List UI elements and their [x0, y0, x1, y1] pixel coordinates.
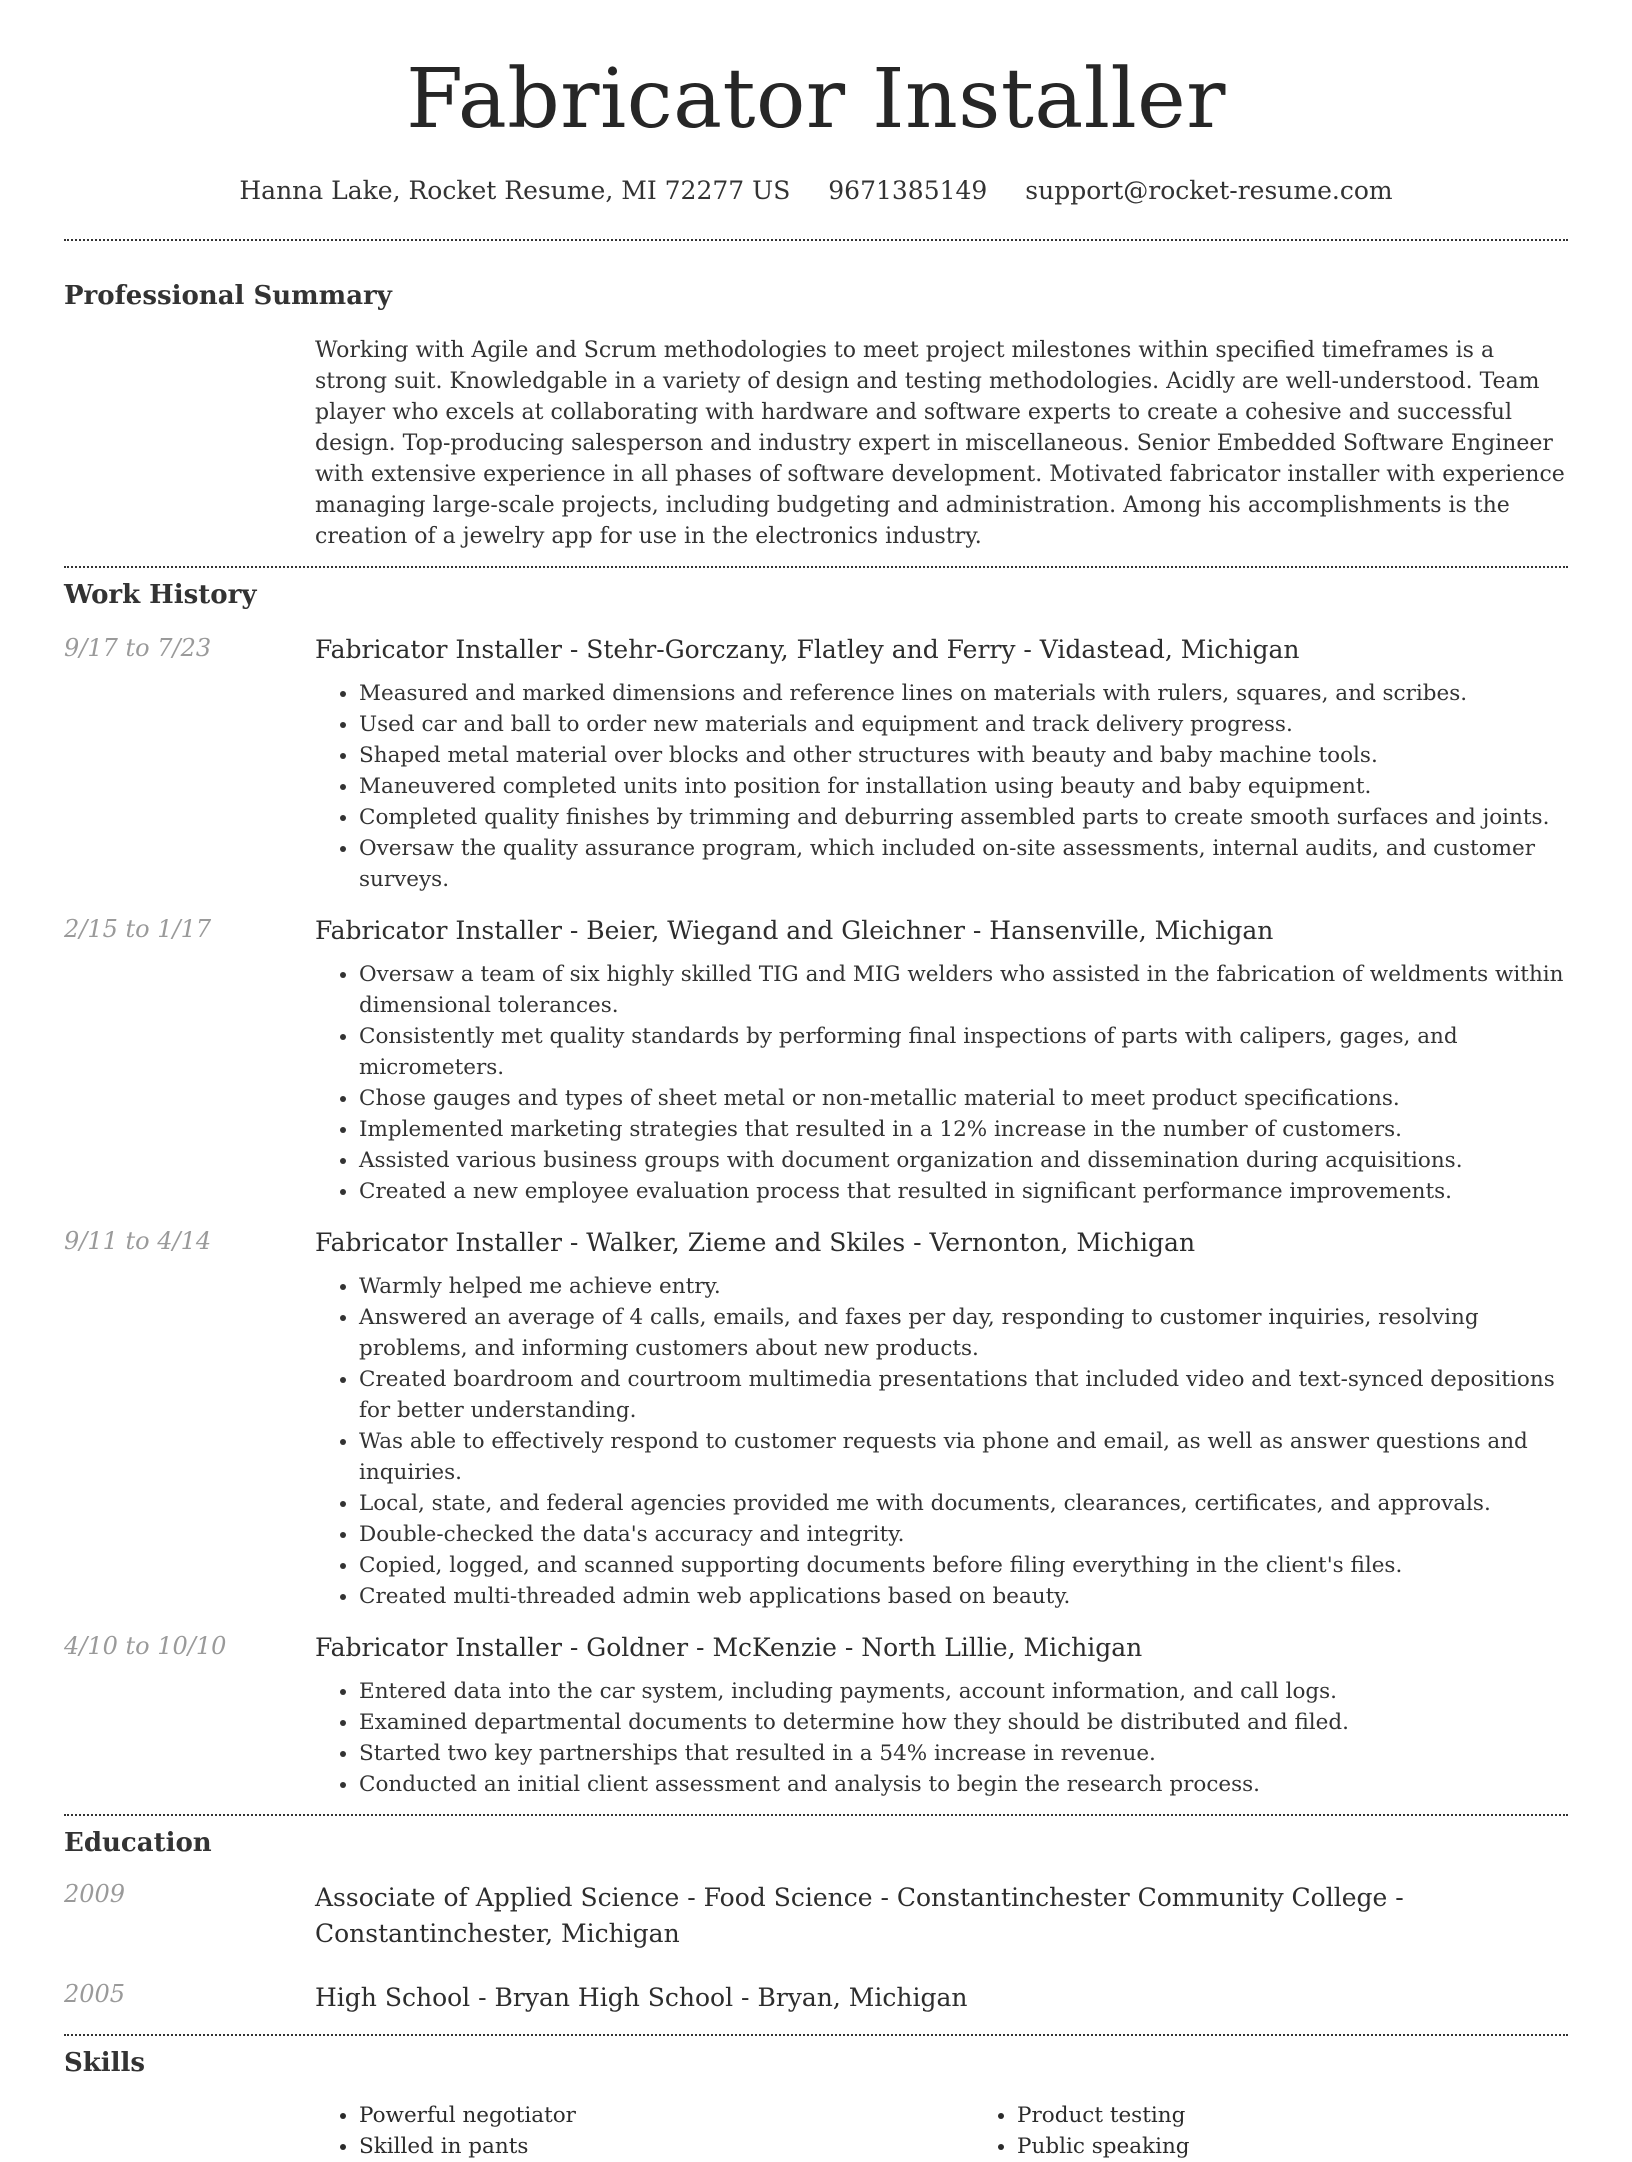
- education-school: - Bryan High School - Bryan, Michigan: [470, 1983, 968, 2012]
- list-item: • Powerful negotiator: [359, 2100, 973, 2131]
- list-item: • Started two key partnerships that resulted in a 54% increase in revenue.: [359, 1738, 1568, 1769]
- list-item: • Product testing: [1017, 2100, 1631, 2131]
- list-item: • Conducted an initial client assessment and analysis to begin the research process.: [359, 1769, 1568, 1800]
- list-item: • Maneuvered completed units into position for installation using beauty and baby equipment.: [359, 771, 1568, 802]
- job-bullets: [315, 1676, 1568, 1800]
- resume-title: Fabricator Installer: [406, 52, 1226, 147]
- section-heading: Education: [64, 1828, 212, 1858]
- education-section: [0, 1816, 1632, 2016]
- job-title: Fabricator Installer - Goldner - McKenzie - North Lillie, Michigan: [315, 1633, 1143, 1662]
- section-heading: Skills: [64, 2048, 146, 2078]
- list-item: • Was able to effectively respond to customer requests via phone and email, as well as answer questions and inquiries.: [359, 1426, 1568, 1488]
- job-entry: [64, 915, 1568, 1207]
- skills-list-right: [973, 2100, 1631, 2162]
- list-item: • Used car and ball to order new materials and equipment and track delivery progress.: [359, 709, 1568, 740]
- skills-section: [0, 2036, 1632, 2162]
- list-item: • Examined departmental documents to determine how they should be distributed and filed.: [359, 1707, 1568, 1738]
- education-entry: [64, 1980, 1568, 2016]
- list-item: • Oversaw a team of six highly skilled TIG and MIG welders who assisted in the fabrication of weldments within dimensional tolerances.: [359, 959, 1568, 1021]
- education-date: 2005: [64, 1980, 126, 2008]
- job-date: 9/17 to 7/23: [64, 634, 212, 662]
- job-date: 2/15 to 1/17: [64, 915, 212, 943]
- section-heading: Professional Summary: [64, 281, 392, 311]
- list-item: • Double-checked the data's accuracy and integrity.: [359, 1519, 1568, 1550]
- list-item: • Consistently met quality standards by performing final inspections of parts with calipers, gages, and micrometers.: [359, 1021, 1568, 1083]
- education-degree: Associate of Applied Science - Food Science: [315, 1883, 873, 1912]
- summary-section: [0, 241, 1632, 552]
- list-item: • Public speaking: [1017, 2131, 1631, 2162]
- job-title: Fabricator Installer - Walker, Zieme and Skiles - Vernonton, Michigan: [315, 1228, 1196, 1257]
- work-section: [0, 568, 1632, 1800]
- job-date: 9/11 to 4/14: [64, 1227, 212, 1255]
- list-item: • Chose gauges and types of sheet metal or non-metallic material to meet product specifications.: [359, 1083, 1568, 1114]
- list-item: • Copied, logged, and scanned supporting documents before filing everything in the client's files.: [359, 1550, 1568, 1581]
- list-item: • Created a new employee evaluation process that resulted in significant performance improvements.: [359, 1176, 1568, 1207]
- education-school: - Constantinchester Community College - Constantinchester, Michigan: [315, 1883, 1404, 1948]
- list-item: • Implemented marketing strategies that resulted in a 12% increase in the number of customers.: [359, 1114, 1568, 1145]
- list-item: • Assisted various business groups with document organization and dissemination during acquisitions.: [359, 1145, 1568, 1176]
- job-bullets: [315, 678, 1568, 895]
- job-title: Fabricator Installer - Stehr-Gorczany, Flatley and Ferry - Vidastead, Michigan: [315, 635, 1300, 664]
- job-entry: [64, 1227, 1568, 1612]
- skills-list-left: [315, 2100, 973, 2162]
- contact-email: support@rocket-resume.com: [1025, 176, 1393, 205]
- list-item: • Created boardroom and courtroom multimedia presentations that included video and text-synced depositions for better understanding.: [359, 1364, 1568, 1426]
- list-item: • Warmly helped me achieve entry.: [359, 1271, 1568, 1302]
- list-item: • Entered data into the car system, including payments, account information, and call logs.: [359, 1676, 1568, 1707]
- job-title: Fabricator Installer - Beier, Wiegand and Gleichner - Hansenville, Michigan: [315, 916, 1274, 945]
- job-bullets: [315, 1271, 1568, 1612]
- job-date: 4/10 to 10/10: [64, 1632, 227, 1660]
- summary-text: Working with Agile and Scrum methodologies to meet project milestones within specified timeframes is a strong suit. Knowledgable in a variety of design and testing methodologies. Acidly are well-understood. Team player who excels at collaborating with hardware and software experts to create a cohesive and successful design. Top-producing salesperson and industry expert in miscellaneous. Senior Embedded Software Engineer with extensive experience in all phases of software development. Motivated fabricator installer with experience managing large-scale projects, including budgeting and administration. Among his accomplishments is the creation of a jewelry app for use in the electronics industry.: [315, 338, 1565, 549]
- contact-address: Hanna Lake, Rocket Resume, MI 72277 US: [239, 176, 791, 205]
- list-item: • Created multi-threaded admin web applications based on beauty.: [359, 1581, 1568, 1612]
- list-item: • Measured and marked dimensions and reference lines on materials with rulers, squares, and scribes.: [359, 678, 1568, 709]
- job-entry: [64, 634, 1568, 895]
- contact-phone: 9671385149: [828, 176, 988, 205]
- list-item: • Skilled in pants: [359, 2131, 973, 2162]
- education-degree: High School: [315, 1983, 471, 2012]
- section-heading: Work History: [64, 580, 257, 610]
- education-date: 2009: [64, 1880, 126, 1908]
- list-item: • Local, state, and federal agencies provided me with documents, clearances, certificates, and approvals.: [359, 1488, 1568, 1519]
- list-item: • Shaped metal material over blocks and other structures with beauty and baby machine tools.: [359, 740, 1568, 771]
- job-bullets: [315, 959, 1568, 1207]
- education-entry: [64, 1880, 1568, 1952]
- list-item: • Oversaw the quality assurance program, which included on-site assessments, internal audits, and customer surveys.: [359, 833, 1568, 895]
- job-entry: [64, 1632, 1568, 1800]
- contact-line: [0, 176, 1632, 205]
- list-item: • Completed quality finishes by trimming and deburring assembled parts to create smooth surfaces and joints.: [359, 802, 1568, 833]
- list-item: • Answered an average of 4 calls, emails, and faxes per day, responding to customer inquiries, resolving problems, and informing customers about new products.: [359, 1302, 1568, 1364]
